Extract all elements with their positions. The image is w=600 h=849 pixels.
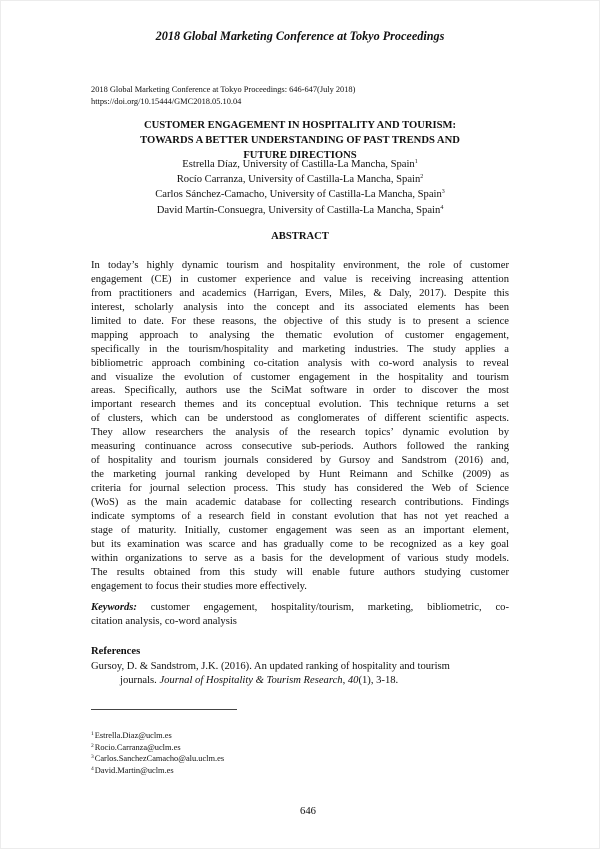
abstract-line: indicate symptoms of a research field in constant evolution that has not yet reached a [91,510,509,522]
abstract-line: from practitioners and academics (Harrigan, Evers, Miles, & Daly, 2017). Despite this [91,287,509,299]
title-line: CUSTOMER ENGAGEMENT IN HOSPITALITY AND TOURISM: [143,120,457,131]
abstract-line: but its examination was scarce and has gradually come to be recognized as a key goal [91,538,509,550]
abstract-line: measuring continuance across consecutive sub-periods. Authors followed the ranking [91,441,509,453]
author-line: David Martín-Consuegra, University of Castilla-La Mancha, Spain$^4$ [156,204,444,216]
abstract-line: areas. Specifically, authors use the SciMat software in order to discover the most [91,385,509,397]
abstract-line: bibliometric approach combining co-citation analysis with co-word analysis to reveal [91,357,509,369]
abstract-line: limited to date. For these reasons, the objective of this study is to present a science [91,315,509,327]
abstract-line: of hospitality and tourism journals considered by Gursoy and Sandstrom (2016) and, [91,455,509,467]
abstract-line: stage of maturity. Initially, customer engagement was seen as an important element, [91,524,509,536]
author-list [0,157,600,218]
footnote: $^2$Rocio.Carranza@uclm.es [91,742,181,752]
footnote: $^4$David.Martin@uclm.es [91,766,174,776]
abstract-line: and visualize the evolution of customer engagement in the hospitality and tourism [91,371,509,383]
volume: 40 [347,675,359,686]
abstract-line: criteria for journal selection process. This study has considered the Web of Science [91,483,509,494]
footnote-marker: 2 [420,174,424,181]
abstract-body [91,259,509,594]
abstract-line: In today’s highly dynamic tourism and hospitality environment, the role of customer [91,260,509,271]
running-header: 2018 Global Marketing Conference at Tokyo Proceedings [155,29,445,43]
footnote: $^1$Estrella.Diaz@uclm.es [91,731,172,740]
author-line: Rocío Carranza, University of Castilla-La Mancha, Spain$^2$ [176,174,424,186]
page-number: 646 [300,806,316,817]
citation-line: 2018 Global Marketing Conference at Tokyo Proceedings: 646-647(July 2018) [91,85,356,94]
footnote-marker: 3 [441,189,445,196]
title-line: TOWARDS A BETTER UNDERSTANDING OF PAST TRENDS AND [140,135,460,146]
footnote-marker: 4 [440,204,444,211]
abstract-line: mapping approach to analysing the thematic evolution of customer engagement, [91,329,509,341]
references-heading: References [91,646,141,657]
keywords-line: Keywords: customer engagement, hospitality/tourism, marketing, bibliometric, co- [91,602,509,613]
journal-name: Journal of Hospitality & Tourism Research [159,675,343,686]
abstract-line: engagement to focus their studies more effectively. [91,580,307,592]
abstract-line: The results obtained from this study will enable future authors studying customer [91,566,509,578]
doi-link[interactable]: https://doi.org/10.15444/GMC2018.05.10.04 [91,97,242,106]
abstract-line: important research themes and its conceptual evolution. This technique returns a set [91,399,509,411]
footnote-marker: 1 [414,159,418,165]
footnote: $^3$Carlos.SanchezCamacho@alu.uclm.es [91,754,225,764]
abstract-line: the marketing journal ranking developed by Hunt Reimann and Schilke (2009) as [91,469,509,481]
keywords-line: citation analysis, co-word analysis [91,616,237,627]
abstract-line: engagement (CE) in customer experience and value is receiving increasing attention [91,273,509,285]
author-line: Carlos Sánchez-Camacho, University of Castilla-La Mancha, Spain$^3$ [155,189,445,201]
email-link[interactable]: Rocio.Carranza@uclm.es [94,742,181,752]
abstract-line: within organizations to serve as a basis for the development of various study models. [91,552,509,564]
citation-block [91,84,355,108]
email-link[interactable]: David.Martin@uclm.es [94,766,174,776]
keywords-label: Keywords: [91,602,137,613]
email-link[interactable]: Estrella.Diaz@uclm.es [94,731,172,740]
title-line: FUTURE DIRECTIONS [243,150,357,161]
abstract-line: They allow researchers the analysis of the research topics’ dynamic evolution by [91,427,509,439]
abstract-line: of clusters, which can be understood as conglomerates of different scientific aspects. [91,413,509,425]
keywords [91,601,509,629]
abstract-line: specifically in the tourism/hospitality and marketing industries. The study applies a [91,343,509,355]
abstract-line: (WoS) as the main academic database for collecting research contributions. Findings [91,496,509,508]
email-link[interactable]: Carlos.SanchezCamacho@alu.uclm.es [94,754,225,764]
reference-item: Gursoy, D. & Sandstrom, J.K. (2016). An updated ranking of hospitality and tourism journals. Journal of Hospitality & Tourism Research, 40(1), 3-18. [91,661,450,686]
author-line: Estrella Díaz, University of Castilla-La Mancha, Spain$^1$ [182,159,418,170]
abstract-heading: ABSTRACT [271,231,329,242]
abstract-line: interest, scholarly analysis into the concept and its associated elements has been [91,301,509,313]
footnote-divider [91,709,237,710]
footnotes [91,730,224,777]
